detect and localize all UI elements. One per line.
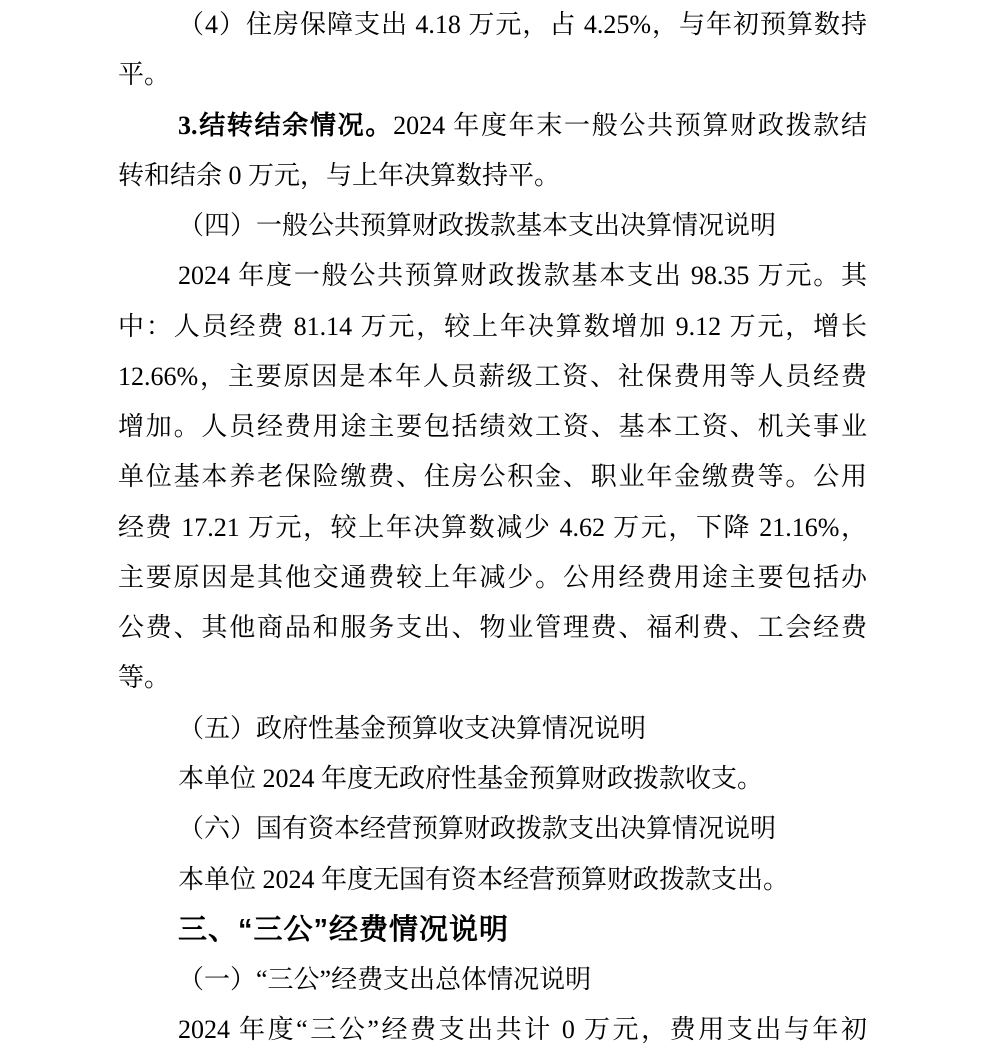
text-line: [118, 352, 867, 402]
text-segment: （五）政府性基金预算收支决算情况说明: [178, 713, 647, 743]
text-segment: 2024 年度一般公共预算财政拨款基本支出 98.35 万元。其: [178, 261, 867, 291]
document-body: [118, 0, 867, 1056]
text-segment: 经费 17.21 万元，较上年决算数减少 4.62 万元，下降 21.16%，: [118, 512, 867, 542]
text-segment: 12.66%，主要原因是本年人员薪级工资、社保费用等人员经费: [118, 361, 867, 391]
text-line: [118, 503, 867, 553]
text-segment: 单位基本养老保险缴费、住房公积金、职业年金缴费等。公用: [118, 462, 867, 492]
text-line: [118, 955, 867, 1005]
text-line: [118, 754, 867, 804]
text-segment: （一）“三公”经费支出总体情况说明: [178, 965, 592, 995]
text-line: [118, 653, 867, 703]
text-segment: 中：人员经费 81.14 万元，较上年决算数增加 9.12 万元，增长: [118, 311, 867, 341]
text-segment: 本单位 2024 年度无政府性基金预算财政拨款收支。: [178, 763, 764, 793]
text-line: [118, 201, 867, 251]
text-segment: 主要原因是其他交通费较上年减少。公用经费用途主要包括办: [118, 562, 867, 592]
text-segment: 平。: [118, 60, 171, 90]
text-line: [118, 101, 867, 151]
text-line: [118, 855, 867, 905]
text-line: [118, 302, 867, 352]
text-line: [118, 553, 867, 603]
text-segment: 增加。人员经费用途主要包括绩效工资、基本工资、机关事业: [118, 412, 867, 442]
text-segment: 三、“三公”经费情况说明: [178, 913, 510, 946]
text-segment: （4）住房保障支出 4.18 万元，占 4.25%，与年初预算数持: [178, 10, 867, 39]
text-line: [118, 151, 867, 201]
text-segment: 本单位 2024 年度无国有资本经营预算财政拨款支出。: [178, 864, 790, 894]
text-segment: 3.结转结余情况。: [178, 110, 394, 140]
text-line: [118, 804, 867, 854]
text-line: [118, 402, 867, 452]
text-segment: 2024 年度年末一般公共预算财政拨款结: [393, 110, 867, 140]
text-segment: 等。: [118, 663, 171, 693]
text-line: [118, 50, 867, 100]
text-line: [118, 0, 867, 50]
text-line: [118, 704, 867, 754]
text-segment: 公费、其他商品和服务支出、物业管理费、福利费、工会经费: [118, 613, 867, 643]
text-line: [118, 1005, 867, 1055]
text-segment: 转和结余 0 万元，与上年决算数持平。: [118, 160, 561, 190]
section-heading-line: [118, 905, 867, 955]
text-line: [118, 251, 867, 301]
text-segment: （六）国有资本经营预算财政拨款支出决算情况说明: [178, 814, 777, 844]
text-segment: 2024 年度“三公”经费支出共计 0 万元，费用支出与年初: [178, 1015, 867, 1045]
text-segment: （四）一般公共预算财政拨款基本支出决算情况说明: [178, 211, 777, 241]
text-line: [118, 452, 867, 502]
text-line: [118, 603, 867, 653]
